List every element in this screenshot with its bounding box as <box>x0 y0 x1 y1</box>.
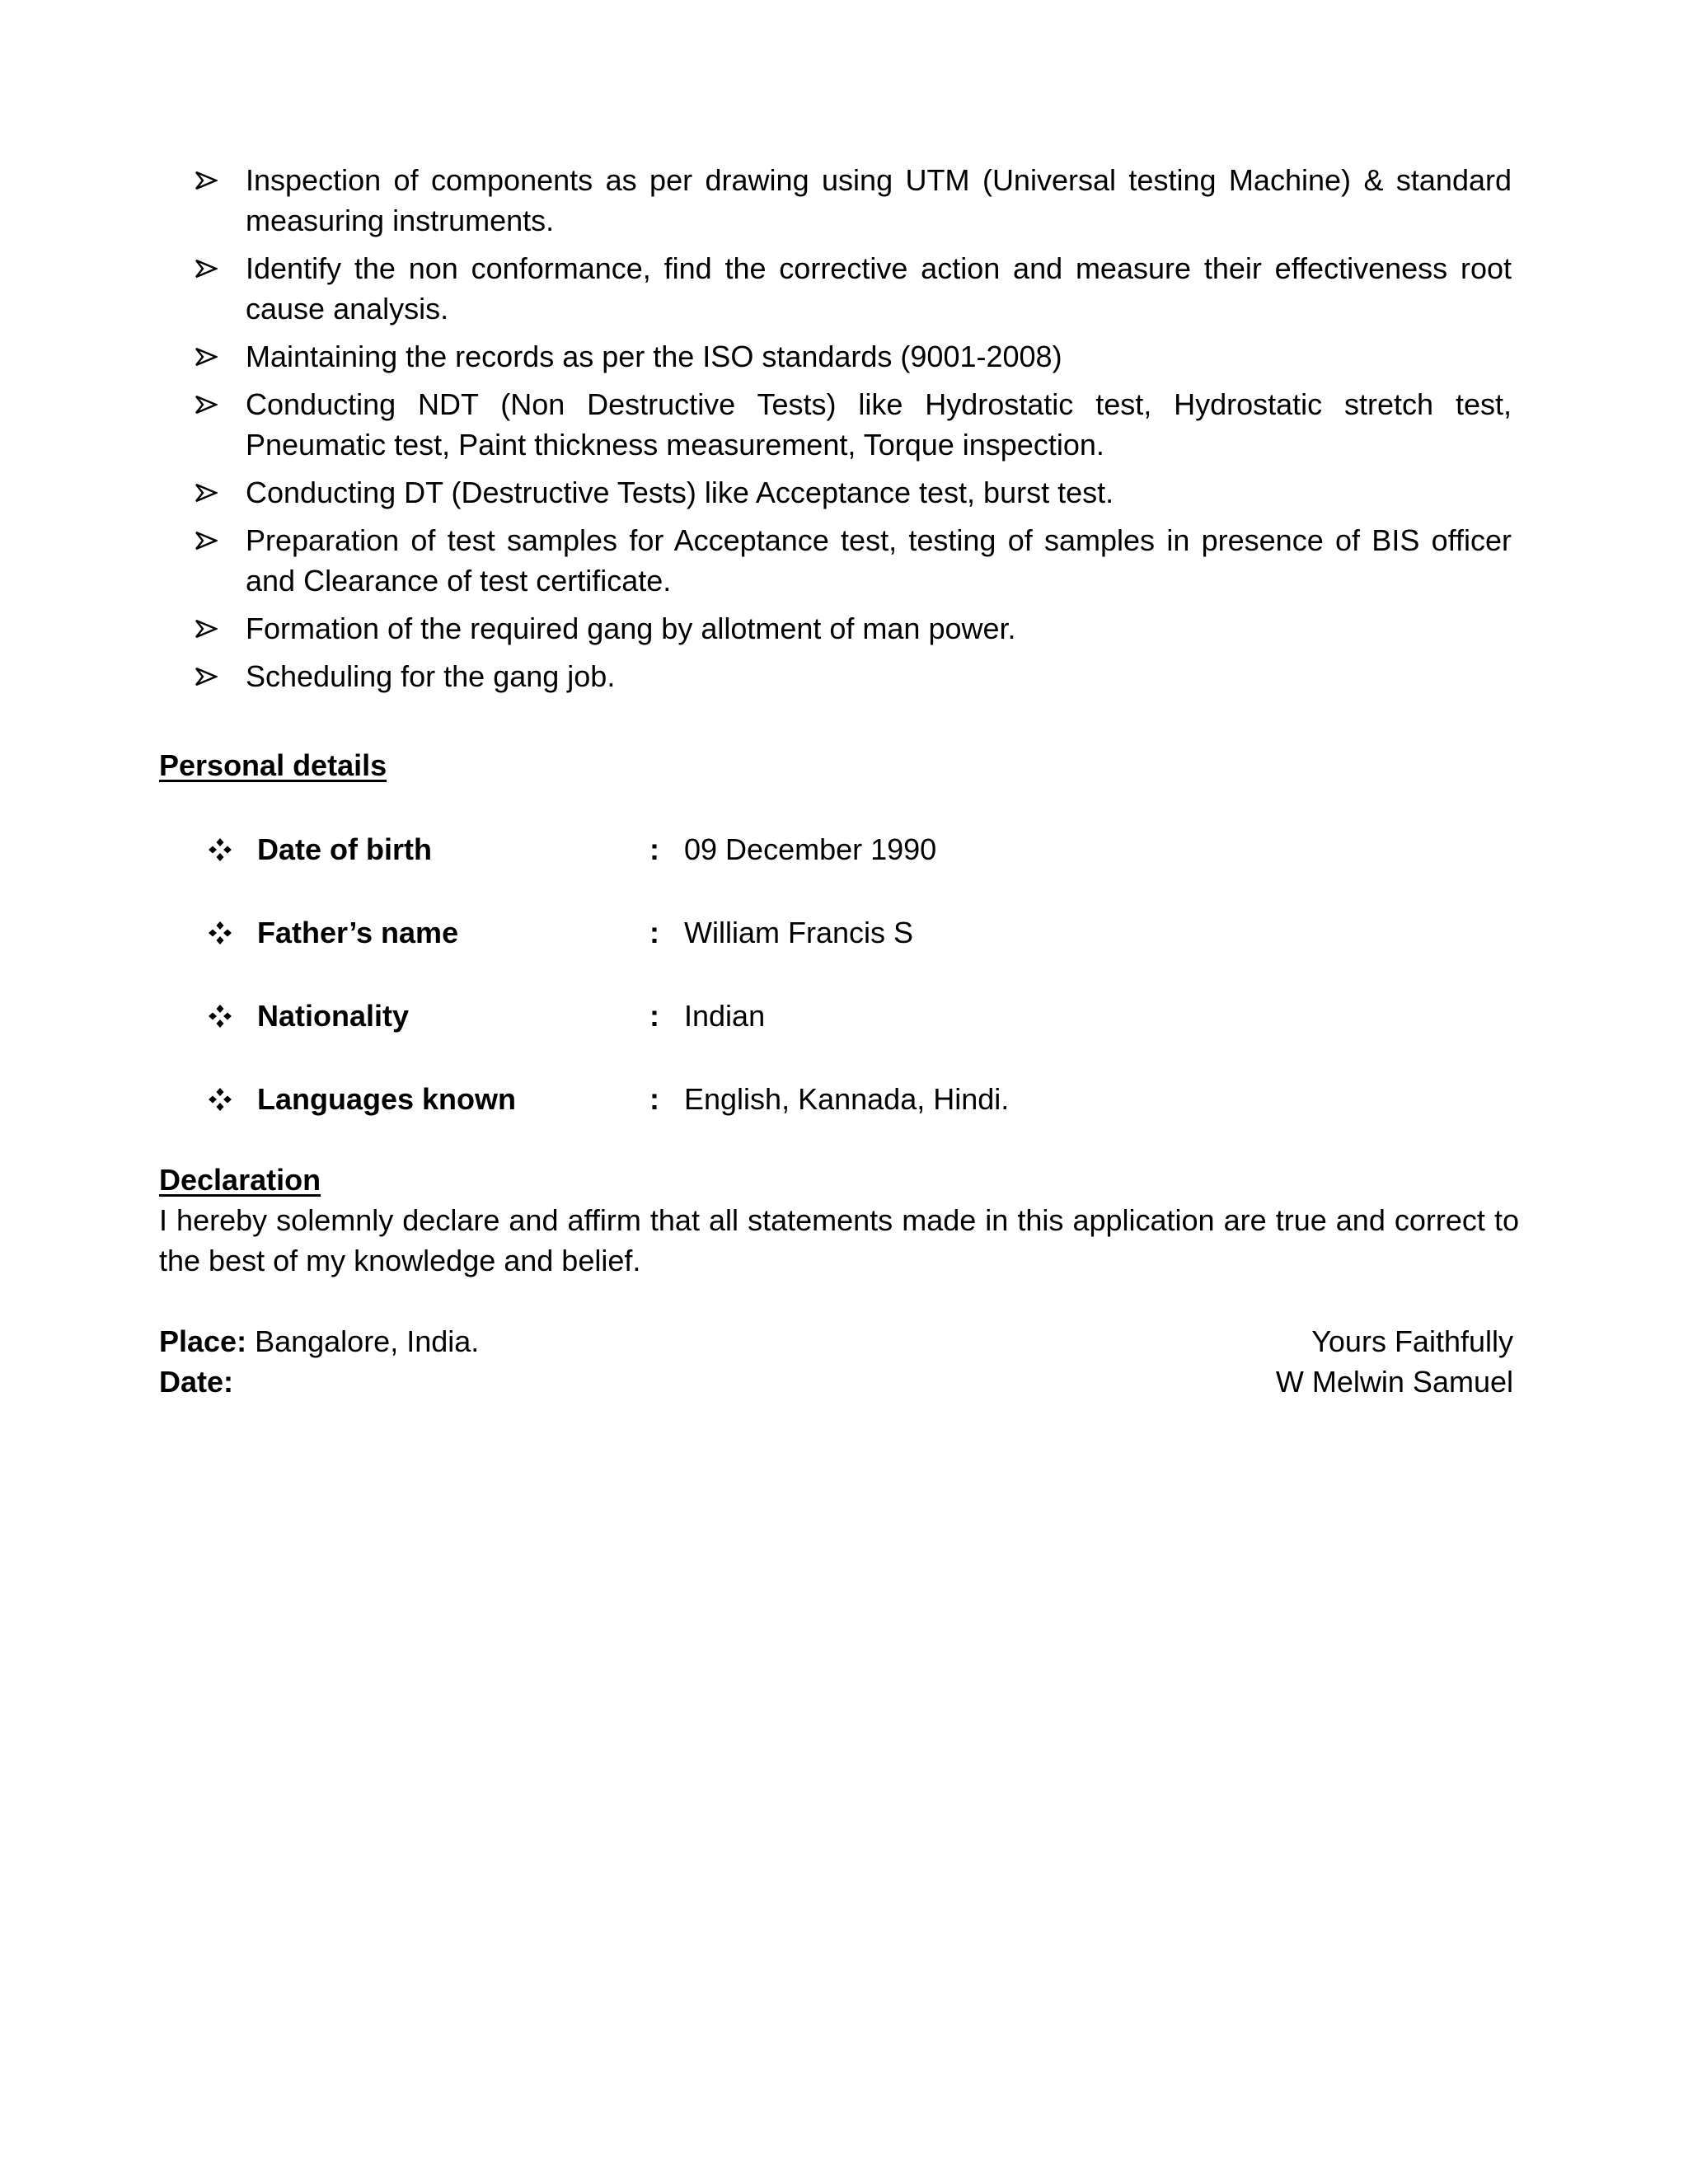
list-item-text: Inspection of components as per drawing using UTM (Universal testing Machine) & standard measuring instruments. <box>246 163 1512 237</box>
list-item <box>195 520 1512 601</box>
list-item-text: Identify the non conformance, find the corrective action and measure their effectiveness root cause analysis. <box>246 251 1512 326</box>
date-line <box>159 1361 479 1402</box>
detail-separator: : <box>649 832 659 866</box>
list-item <box>195 248 1512 329</box>
detail-label: Date of birth <box>257 832 432 866</box>
diamond-bullet-icon <box>208 837 232 862</box>
diamond-bullet-icon <box>208 1004 232 1029</box>
list-item-text: Maintaining the records as per the ISO standards (9001-2008) <box>246 340 1062 373</box>
detail-label: Father’s name <box>257 916 459 949</box>
arrow-bullet-icon <box>195 608 223 649</box>
detail-value: English, Kannada, Hindi. <box>684 1082 1010 1116</box>
place-date-block <box>159 1321 479 1402</box>
arrow-bullet-icon <box>195 656 223 696</box>
arrow-bullet-icon <box>195 520 223 560</box>
detail-row <box>208 1079 1197 1162</box>
diamond-bullet-icon <box>208 921 232 945</box>
detail-separator: : <box>649 1082 659 1116</box>
personal-details-heading: Personal details <box>159 748 387 782</box>
closing-text: Yours Faithfully <box>1311 1324 1513 1358</box>
detail-value: 09 December 1990 <box>684 832 937 866</box>
detail-row <box>208 996 1197 1079</box>
detail-separator: : <box>649 999 659 1033</box>
arrow-bullet-icon <box>195 160 223 200</box>
detail-value: William Francis S <box>684 916 914 949</box>
list-item-text: Conducting NDT (Non Destructive Tests) like Hydrostatic test, Hydrostatic stretch test, Pneumatic test, Paint thickness measurement, Torque inspection. <box>246 387 1512 462</box>
list-item <box>195 608 1512 649</box>
list-item-text: Formation of the required gang by allotment of man power. <box>246 612 1016 645</box>
detail-value: Indian <box>684 999 766 1033</box>
declaration-text: I hereby solemnly declare and affirm that all statements made in this application are true and correct to the best of my knowledge and belief. <box>159 1203 1519 1277</box>
arrow-bullet-icon <box>195 384 223 424</box>
arrow-bullet-icon <box>195 336 223 377</box>
list-item <box>195 384 1512 465</box>
list-item <box>195 472 1512 513</box>
arrow-bullet-icon <box>195 472 223 513</box>
list-item-text: Scheduling for the gang job. <box>246 659 616 693</box>
arrow-bullet-icon <box>195 248 223 288</box>
place-label: Place: <box>159 1324 247 1358</box>
detail-separator: : <box>649 916 659 949</box>
detail-label: Nationality <box>257 999 410 1033</box>
signatory-name: W Melwin Samuel <box>1275 1365 1513 1399</box>
declaration-heading: Declaration <box>159 1163 321 1197</box>
place-value: Bangalore, India. <box>246 1324 480 1358</box>
personal-details-list <box>208 829 1197 1162</box>
place-line <box>159 1321 479 1361</box>
responsibilities-list <box>195 160 1512 704</box>
signature-block <box>1276 1321 1513 1402</box>
list-item-text: Conducting DT (Destructive Tests) like Acceptance test, burst test. <box>246 476 1114 509</box>
detail-row <box>208 829 1197 912</box>
list-item-text: Preparation of test samples for Acceptance test, testing of samples in presence of BIS officer and Clearance of test certificate. <box>246 523 1512 598</box>
detail-label: Languages known <box>257 1082 517 1116</box>
detail-row <box>208 912 1197 996</box>
list-item <box>195 656 1512 696</box>
list-item <box>195 336 1512 377</box>
list-item <box>195 160 1512 241</box>
date-label: Date: <box>159 1365 234 1399</box>
diamond-bullet-icon <box>208 1087 232 1112</box>
